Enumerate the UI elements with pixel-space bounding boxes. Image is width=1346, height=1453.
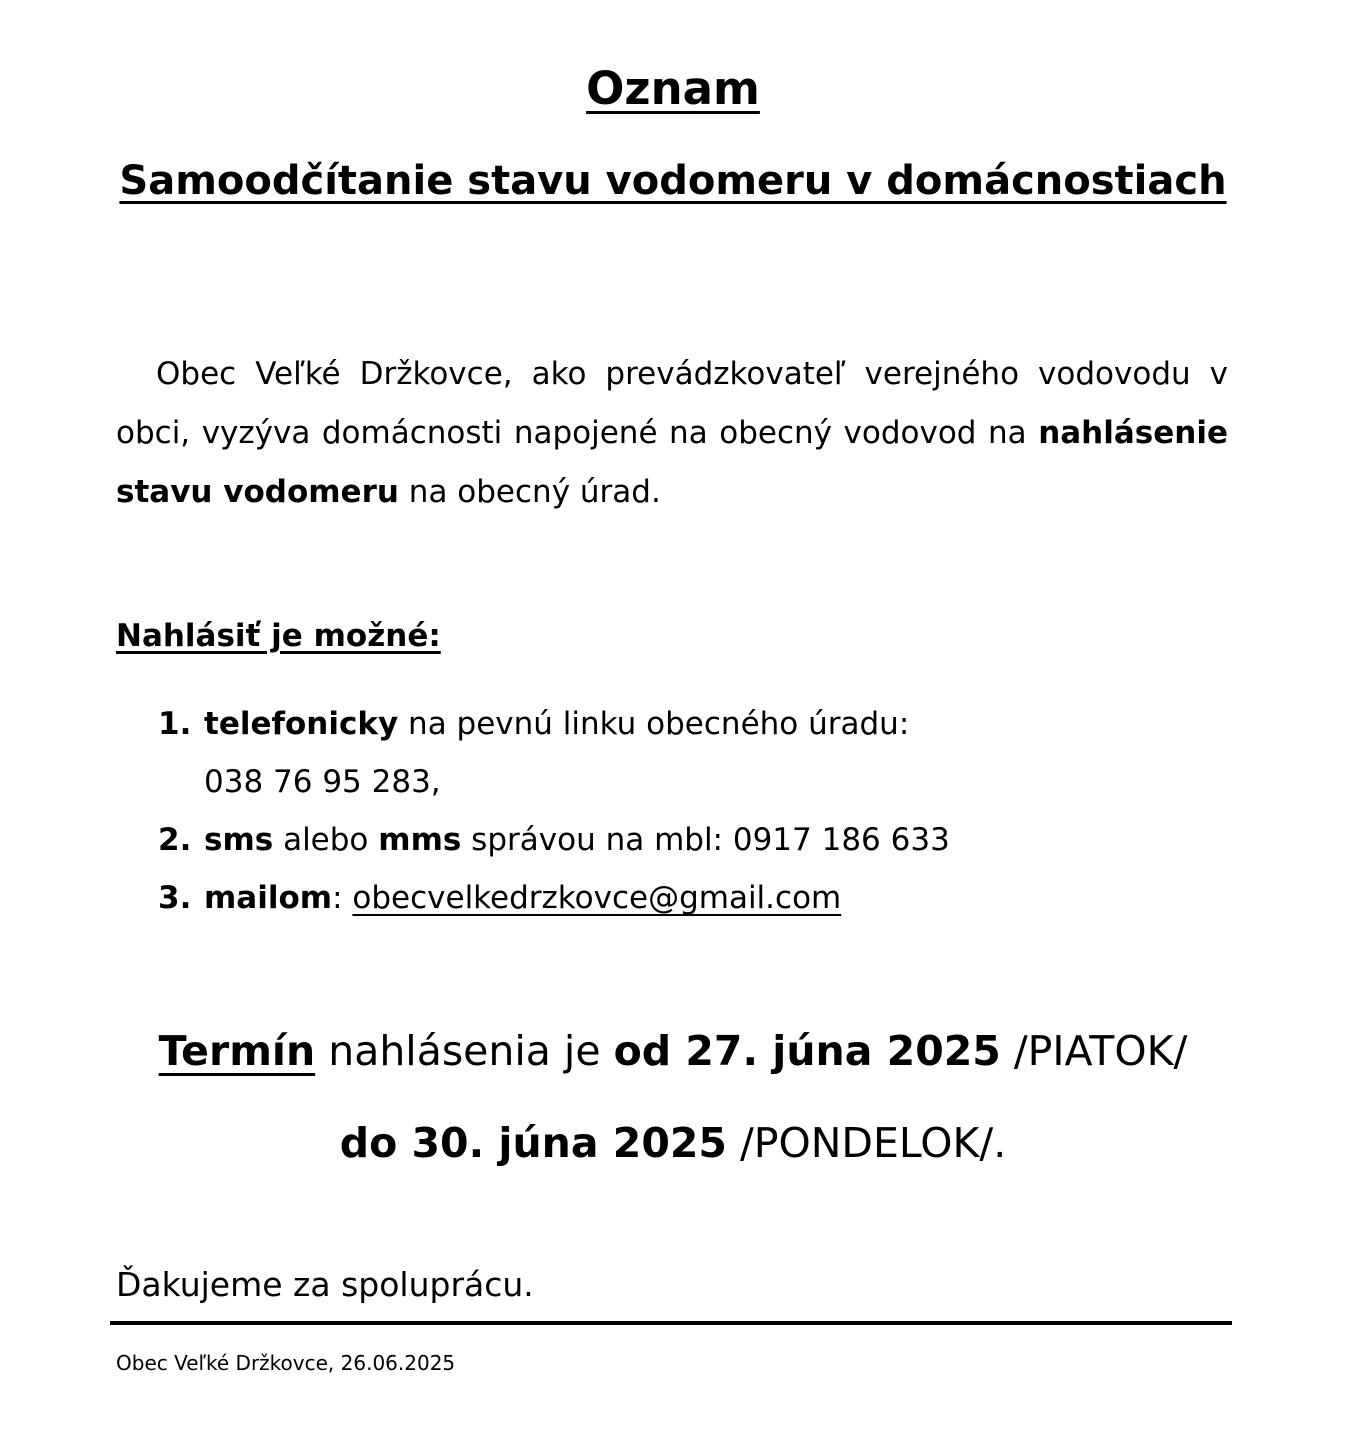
deadline-line-1: Termín nahlásenia je od 27. júna 2025 /PIATOK/ xyxy=(158,1027,1188,1075)
option-text: na pevnú linku obecného úradu: xyxy=(398,706,910,742)
option-bold-2: mms xyxy=(378,822,462,858)
option-text: alebo xyxy=(273,822,379,858)
deadline-line-2: do 30. júna 2025 /PONDELOK/. xyxy=(339,1119,1007,1167)
start-date: od 27. júna 2025 xyxy=(613,1027,1001,1075)
email-link[interactable]: obecvelkedrzkovce@gmail.com xyxy=(352,880,842,916)
intro-text-2: na obecný úrad. xyxy=(398,474,661,510)
list-number: 3. xyxy=(158,880,192,916)
intro-text-1: Obec Veľké Držkovce, ako prevádzkovateľ verejného vodovodu v obci, vyzýva domácnosti napojené na obecný vodovod na xyxy=(116,356,1228,451)
intro-bold: nahlásenie stavu vodomeru xyxy=(116,415,1228,510)
end-date: do 30. júna 2025 xyxy=(339,1119,727,1167)
option-bold: sms xyxy=(204,822,274,858)
list-number: 2. xyxy=(158,822,192,858)
option-text: : xyxy=(332,880,353,916)
options-list xyxy=(158,695,1158,927)
deadline-notice xyxy=(0,1005,1346,1189)
page-title: Oznam xyxy=(586,62,760,115)
list-item xyxy=(158,811,1158,869)
option-bold: telefonicky xyxy=(204,706,399,742)
phone-number: 038 76 95 283, xyxy=(204,764,441,800)
option-text-2: správou na mbl: 0917 186 633 xyxy=(461,822,950,858)
option-bold: mailom xyxy=(204,880,333,916)
options-heading: Nahlásiť je možné: xyxy=(116,618,441,654)
list-item xyxy=(158,695,1158,811)
list-item xyxy=(158,869,1158,927)
divider xyxy=(110,1321,1232,1325)
signature: Obec Veľké Držkovce, 26.06.2025 xyxy=(116,1351,456,1375)
list-number: 1. xyxy=(158,706,192,742)
intro-paragraph xyxy=(116,345,1228,522)
thanks-text: Ďakujeme za spoluprácu. xyxy=(116,1265,534,1304)
term-word: Termín xyxy=(158,1027,316,1075)
page-subtitle: Samoodčítanie stavu vodomeru v domácnostiach xyxy=(119,158,1227,204)
